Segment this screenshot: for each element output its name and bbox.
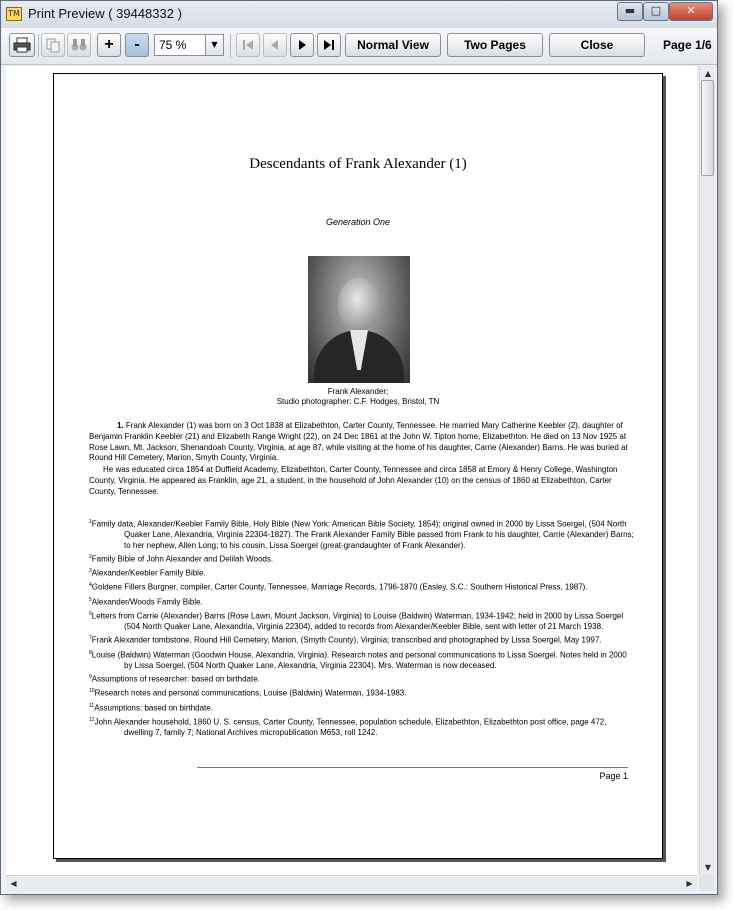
document-body <box>89 421 629 498</box>
footnote <box>89 648 634 672</box>
footnote-number: 12 <box>89 716 95 723</box>
footnote-text: Assumptions of researcher: based on birthdate. <box>91 674 260 684</box>
footnote <box>89 566 634 579</box>
copy-icon <box>45 37 61 53</box>
toolbar-separator <box>230 34 231 58</box>
footnote <box>89 595 634 608</box>
footnote-text: Frank Alexander tombstone, Round Hill Cemetery, Marion, (Smyth County), Virginia; transcribed and photographed by Lissa Soergel, May 1997. <box>91 636 602 646</box>
normal-view-button[interactable]: Normal View <box>345 33 441 57</box>
footnote-number: 1 <box>89 519 92 525</box>
footnote-text: Letters from Carrie (Alexander) Barns (Rose Lawn, Mount Jackson, Virginia) to Louise (Baldwin) Waterman, 1934-1942; held in 2000 by Lissa Soergel (504 North Quaker Lane, Alexandria, Virginia 22304), added to records from Alexander/Keebler Bible, sent with letter of 21 March 1938. <box>91 611 624 631</box>
printer-icon <box>13 37 31 53</box>
first-page-button[interactable] <box>236 33 260 57</box>
scroll-left-icon[interactable]: ◀ <box>10 879 17 888</box>
scroll-thumb[interactable] <box>701 80 714 176</box>
footer-rule <box>197 767 628 768</box>
footnote-text: Family Bible of John Alexander and Delilah Woods. <box>91 554 274 564</box>
previous-page-icon <box>269 39 281 51</box>
next-page-button[interactable] <box>290 33 314 57</box>
preview-viewport[interactable] <box>6 66 697 892</box>
entry-first-name: Frank <box>125 421 147 430</box>
document-title: Descendants of Frank Alexander (1) <box>249 156 467 172</box>
zoom-value: 75 % <box>159 38 187 52</box>
find-button[interactable] <box>67 33 91 57</box>
generation-heading: Generation One <box>325 217 391 227</box>
footnote-text: Research notes and personal communications, Louise (Baldwin) Waterman, 1934-1983. <box>94 689 407 699</box>
footnote <box>89 517 634 551</box>
scroll-up-icon[interactable]: ▲ <box>704 69 712 78</box>
next-page-icon <box>296 39 308 51</box>
page-number: Page 1 <box>599 771 628 781</box>
two-pages-button[interactable]: Two Pages <box>447 33 543 57</box>
footnote-text: Assumptions: based on birthdate. <box>94 703 213 713</box>
footnote-number: 9 <box>89 674 92 681</box>
app-icon: TM <box>6 7 22 21</box>
footnote-number: 4 <box>89 582 92 589</box>
footnote-text: Alexander/Keebler Family Bible. <box>91 568 206 578</box>
close-window-button[interactable]: ✕ <box>669 2 713 21</box>
copy-button[interactable] <box>41 33 65 57</box>
footnote <box>89 672 634 685</box>
footnote-number: 11 <box>89 702 95 709</box>
footnote-number: 10 <box>89 688 95 695</box>
page-indicator: Page 1/6 <box>663 38 712 52</box>
vertical-scrollbar[interactable] <box>699 66 716 875</box>
footnote <box>89 580 634 593</box>
footnote-number: 5 <box>89 596 92 603</box>
footnote-number: 7 <box>89 635 92 642</box>
footnote-text: Family data, Alexander/Keebler Family Bible, Holy Bible (New York: American Bible Society, 1854); original owned in 2000 by Lissa Soergel, (504 North Quaker Lane, Alexandria, Virginia 22304-1827). The Frank Alexander Family Bible passed from Frank to his daughter, Carrie (Alexander) Barns; to her nephew, Allen Long; to his cousin, Lissa Soergel (great-grandaughter of Frank Alexander). <box>91 519 634 550</box>
footnote-number: 6 <box>89 610 92 617</box>
footnote <box>89 701 634 714</box>
zoom-out-button[interactable]: - <box>125 33 149 57</box>
window-title: Print Preview ( 39448332 ) <box>28 6 182 21</box>
entry-number: 1. <box>117 421 124 430</box>
footnote <box>89 633 634 646</box>
first-page-icon <box>242 39 254 51</box>
preview-page <box>53 73 663 859</box>
caption-line: Frank Alexander; <box>327 387 389 396</box>
footnote <box>89 552 634 565</box>
minimize-button[interactable]: ▬ <box>617 2 643 21</box>
paragraph <box>89 421 629 464</box>
toolbar <box>1 28 717 65</box>
footnote-text: John Alexander household, 1860 U. S. census, Carter County, Tennessee, population schedule, Elizabethton, Elizabethton post office, page 472, dwelling 7, family 7; National Archives micropublication M653, roll 1242. <box>94 717 607 737</box>
caption-line: Studio photographer: C.F. Hodges, Bristol, TN <box>276 397 440 406</box>
footnote-text: Alexander/Woods Family Bible. <box>91 597 203 607</box>
scroll-right-icon[interactable]: ▶ <box>686 879 693 888</box>
zoom-select[interactable] <box>154 34 224 56</box>
chevron-down-icon[interactable]: ▼ <box>205 35 223 55</box>
portrait-photo <box>308 256 410 383</box>
last-page-icon <box>323 39 335 51</box>
horizontal-scrollbar[interactable] <box>6 875 697 892</box>
last-page-button[interactable] <box>317 33 341 57</box>
maximize-button[interactable]: □ <box>643 2 669 21</box>
binoculars-icon <box>71 38 87 52</box>
zoom-in-button[interactable]: + <box>97 33 121 57</box>
toolbar-separator <box>38 34 39 58</box>
footnote <box>89 686 634 699</box>
scroll-down-icon[interactable]: ▼ <box>704 863 712 872</box>
close-button[interactable]: Close <box>549 33 645 57</box>
title-bar[interactable] <box>1 1 717 28</box>
entry-text: Alexander (1) was born on 3 Oct 1838 at Elizabethton, Carter County, Tennessee. He married Mary Catherine Keebler (2), daughter of Benjamin Franklin Keebler (21) and Elizabeth Range Wright (22), on 24 Dec 1861 at the John W. Tipton home, Elizabethton. He died on 13 Nov 1925 at Rose Lawn, Mt. Jackson, Shenandoah County, Virginia, at age 87, while visiting at the home of his daughter, Carrie (Alexander) Barns. He was buried at Round Hill Cemetery, Marion, Smyth County, Virginia. <box>89 421 628 463</box>
footnote-number: 3 <box>89 568 92 575</box>
footnotes <box>89 517 634 739</box>
print-button[interactable] <box>9 33 35 57</box>
footnote <box>89 609 634 633</box>
photo-caption <box>54 387 662 407</box>
scrollbar-corner <box>699 875 715 891</box>
footnote-text: Goldene Fillers Burgner, compiler, Carter County, Tennessee, Marriage Records, 1796-1870 (Easley, S.C.: Southern Historical Press, 1987). <box>91 583 588 593</box>
footnote-number: 8 <box>89 649 92 656</box>
paragraph: He was educated circa 1854 at Duffield Academy, Elizabethton, Carter County, Tennessee and circa 1858 at Emory & Henry College, Washington County, Virginia. He appeared as Franklin, age 21, a student, in the household of John Alexander (10) on the census of 1860 at Elizabethton, Carter County, Tennessee. <box>89 465 618 496</box>
footnote-number: 2 <box>89 554 92 561</box>
footnote <box>89 715 634 739</box>
footnote-text: Louise (Baldwin) Waterman (Goodwin House, Alexandria, Virginia). Research notes and personal communications to Lissa Soergel. Notes held in 2000 by Lissa Soergel, (504 North Quaker Lane, Alexandria, Virginia 22304). Mrs. Waterman is now deceased. <box>91 650 627 670</box>
previous-page-button[interactable] <box>263 33 287 57</box>
